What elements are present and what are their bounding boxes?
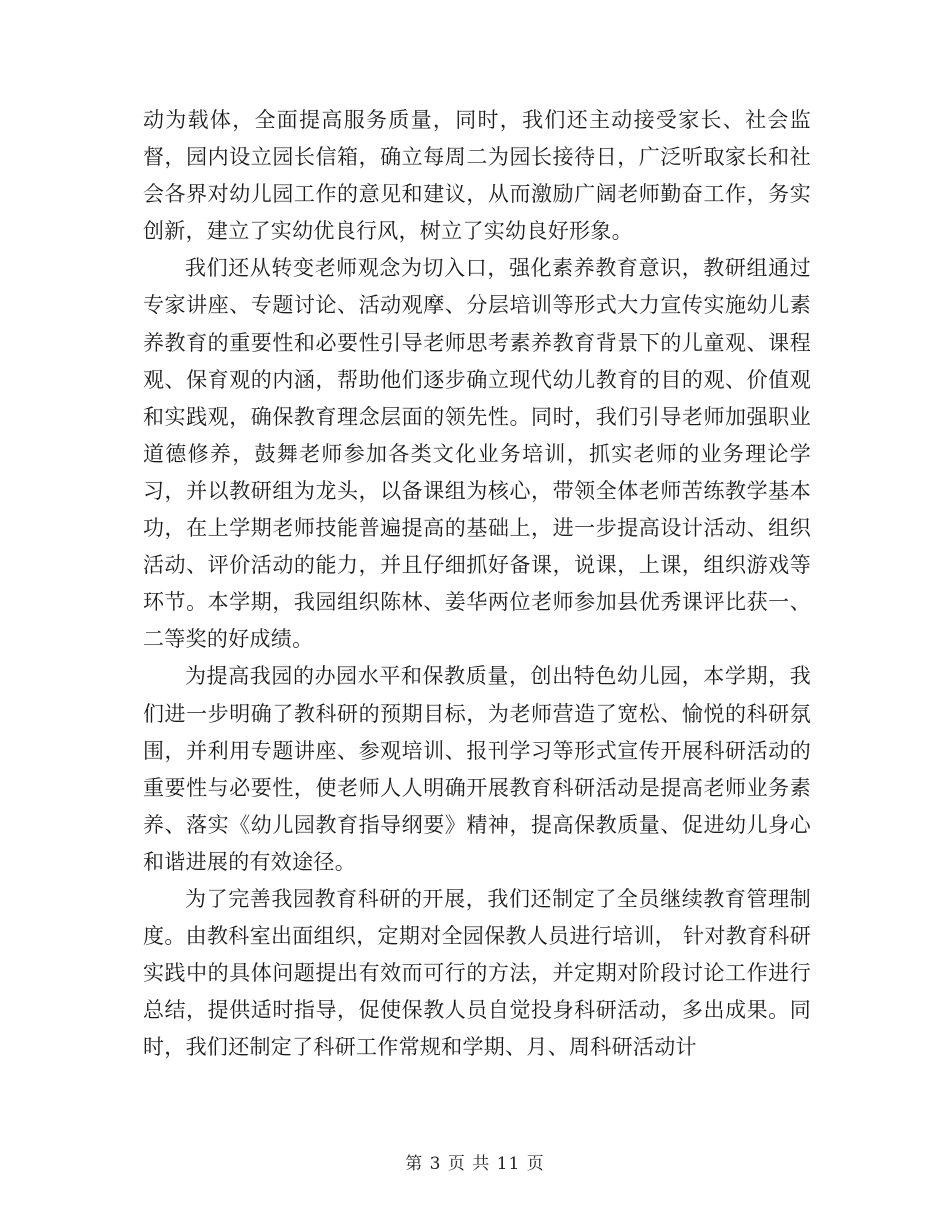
page-number-footer: 第 3 页 共 11 页 [405,1154,545,1174]
paragraph-2: 我们还从转变老师观念为切入口，强化素养教育意识，教研组通过专家讲座、专题讨论、活动观摩、分层培训等形式大力宣传实施幼儿素养教育的重要性和必要性引导老师思考素养教育背景下的儿童观、课程观、保育观的内涵，帮助他们逐步确立现代幼儿教育的目的观、价值观和实践观，确保教育理念层面的领先性。同时，我们引导老师加强职业道德修养，鼓舞老师参加各类文化业务培训，抓实老师的业务理论学习，并以教研组为龙头，以备课组为核心，带领全体老师苦练教学基本功，在上学期老师技能普遍提高的基础上，进一步提高设计活动、组织活动、评价活动的能力，并且仔细抓好备课，说课，上课，组织游戏等环节。本学期，我园组织陈林、姜华两位老师参加县优秀课评比获一、二等奖的好成绩。 [143,256,811,652]
paragraph-3: 为提高我园的办园水平和保教质量，创出特色幼儿园，本学期，我们进一步明确了教科研的预期目标，为老师营造了宽松、愉悦的科研氛围，并利用专题讲座、参观培训、报刊学习等形式宣传开展科研活动的重要性与必要性，使老师人人明确开展教育科研活动是提高老师业务素养、落实《幼儿园教育指导纲要》精神，提高保教质量、促进幼儿身心和谐进展的有效途径。 [143,664,811,874]
document-body [143,102,811,1066]
paragraph-1: 动为载体，全面提高服务质量，同时，我们还主动接受家长、社会监督，园内设立园长信箱，确立每周二为园长接待日，广泛听取家长和社会各界对幼儿园工作的意见和建议，从而激励广阔老师勤奋工作，务实创新，建立了实幼优良行风，树立了实幼良好形象。 [143,108,811,244]
paragraph-4: 为了完善我园教育科研的开展，我们还制定了全员继续教育管理制度。由教科室出面组织，定期对全园保教人员进行培训， 针对教育科研实践中的具体问题提出有效而可行的方法，并定期对阶段讨论工作进行总结，提供适时指导，促使保教人员自觉投身科研活动，多出成果。同时，我们还制定了科研工作常规和学期、月、周科研活动计 [143,886,811,1060]
